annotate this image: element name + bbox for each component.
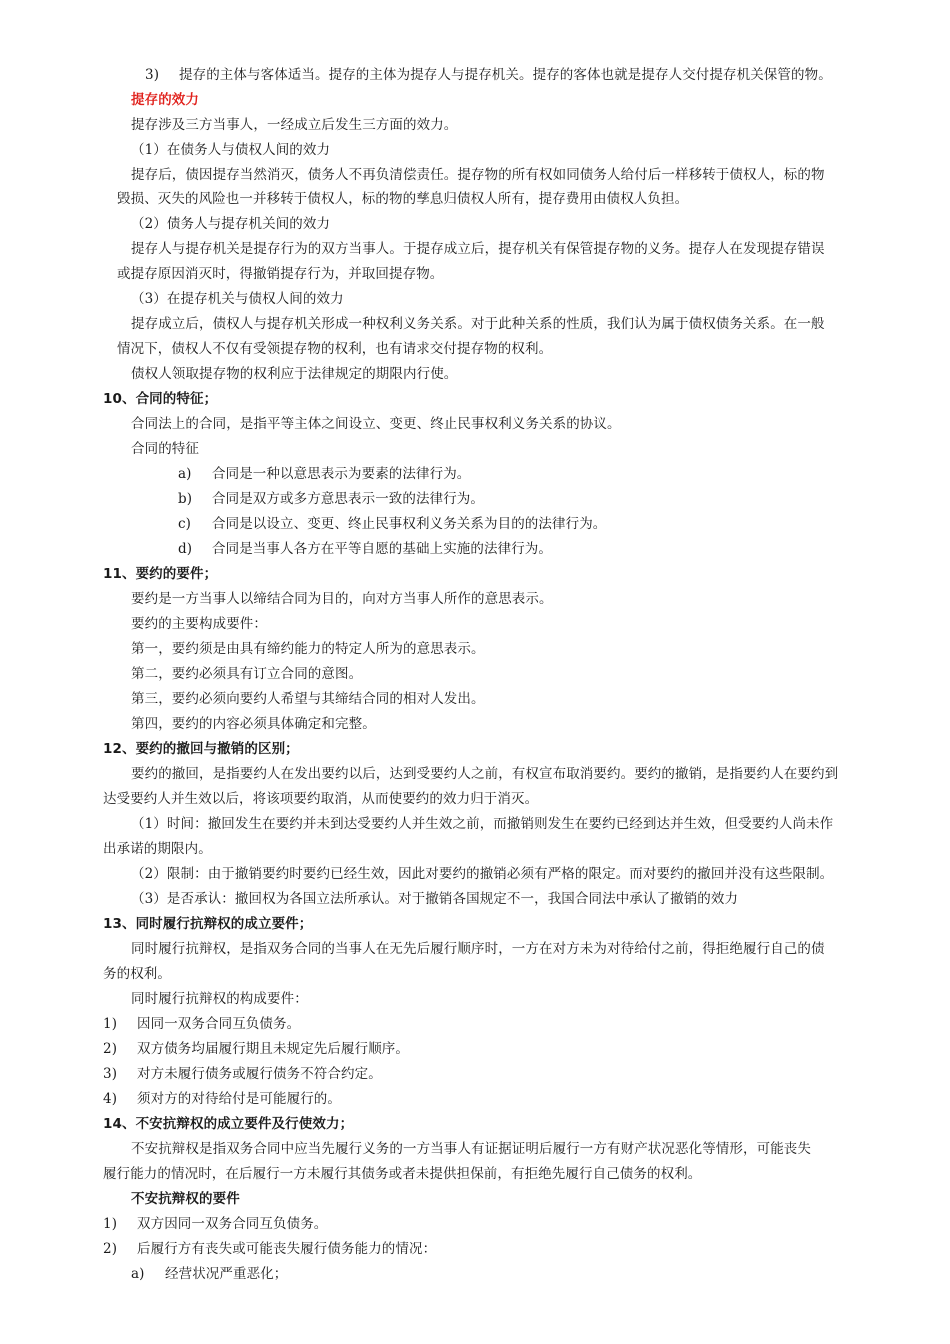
paragraph: 同时履行抗辩权的构成要件： [131,991,308,1007]
paragraph: 合同法上的合同，是指平等主体之间设立、变更、终止民事权利义务关系的协议。 [131,416,621,432]
list-marker: 3) [103,1066,118,1082]
section-heading: 10、合同的特征； [103,391,218,407]
paragraph: 提存后，债因提存当然消灭，债务人不再负清偿责任。提存物的所有权如同债务人给付后一样移转于债权人，标的物 [131,167,825,183]
list-item-text: 后履行方有丧失或可能丧失履行债务能力的情况： [137,1241,437,1257]
list-item [103,1240,436,1258]
paragraph: 毁损、灭失的风险也一并移转于债权人，标的物的孳息归债权人所有，提存费用由债权人负担。 [117,191,689,207]
list-item-text: 合同是一种以意思表示为要素的法律行为。 [212,466,471,482]
section-heading: 12、要约的撤回与撤销的区别； [103,741,299,757]
list-item [178,490,484,508]
list-item [103,1015,300,1033]
list-item [178,540,552,558]
subheading: （2）债务人与提存机关间的效力 [131,216,331,232]
list-item [103,1215,327,1233]
list-item-text: 因同一双务合同互负债务。 [137,1016,301,1032]
paragraph: 提存成立后，债权人与提存机关形成一种权利义务关系。对于此种关系的性质，我们认为属于债权债务关系。在一般 [131,316,825,332]
list-marker: 3) [145,67,160,83]
list-marker: 1) [103,1216,118,1232]
paragraph: 合同的特征 [131,441,199,457]
paragraph: 第三，要约必须向要约人希望与其缔结合同的相对人发出。 [131,691,485,707]
list-item [103,1090,341,1108]
paragraph: 第一，要约须是由具有缔约能力的特定人所为的意思表示。 [131,641,485,657]
paragraph: 要约的撤回，是指要约人在发出要约以后，达到受要约人之前，有权宣布取消要约。要约的撤销，是指要约人在要约到 [131,766,839,782]
paragraph: 不安抗辩权是指双务合同中应当先履行义务的一方当事人有证据证明后履行一方有财产状况恶化等情形，可能丧失 [131,1141,811,1157]
subheading: （3）在提存机关与债权人间的效力 [131,291,344,307]
paragraph: 提存涉及三方当事人，一经成立后发生三方面的效力。 [131,117,458,133]
list-item-text: 合同是当事人各方在平等自愿的基础上实施的法律行为。 [212,541,552,557]
paragraph: 债权人领取提存物的权利应于法律规定的期限内行使。 [131,366,458,382]
list-item [103,1040,409,1058]
list-item-text: 须对方的对待给付是可能履行的。 [137,1091,341,1107]
paragraph: 履行能力的情况时，在后履行一方未履行其债务或者未提供担保前，有拒绝先履行自己债务的权利。 [103,1166,702,1182]
list-item-text: 合同是以设立、变更、终止民事权利义务关系为目的的法律行为。 [212,516,607,532]
paragraph: 情况下，债权人不仅有受领提存物的权利，也有请求交付提存物的权利。 [117,341,553,357]
section-heading: 13、同时履行抗辩权的成立要件； [103,916,313,932]
paragraph: （1）时间：撤回发生在要约并未到达受要约人并生效之前，而撤销则发生在要约已经到达并生效，但受要约人尚未作 [131,816,834,832]
paragraph: 要约是一方当事人以缔结合同为目的，向对方当事人所作的意思表示。 [131,591,553,607]
list-item [178,465,470,483]
list-item [131,1265,287,1283]
paragraph: （2）限制：由于撤销要约时要约已经生效，因此对要约的撤销必须有严格的限定。而对要约的撤回并没有这些限制。 [131,866,834,882]
paragraph: （3）是否承认：撤回权为各国立法所承认。对于撤销各国规定不一，我国合同法中承认了撤销的效力 [131,891,739,907]
list-marker: 2) [103,1241,118,1257]
list-item-text: 经营状况严重恶化； [165,1266,288,1282]
section-heading: 14、不安抗辩权的成立要件及行使效力； [103,1116,354,1132]
list-marker: b) [178,491,193,507]
paragraph: 达受要约人并生效以后，将该项要约取消，从而使要约的效力归于消灭。 [103,791,539,807]
list-item-text: 合同是双方或多方意思表示一致的法律行为。 [212,491,484,507]
list-marker: c) [178,516,192,532]
list-marker: 1) [103,1016,118,1032]
list-item-text: 双方债务均届履行期且未规定先后履行顺序。 [137,1041,409,1057]
list-marker: a) [178,466,192,482]
paragraph: 提存人与提存机关是提存行为的双方当事人。于提存成立后，提存机关有保管提存物的义务。提存人在发现提存错误 [131,241,825,257]
paragraph: 要约的主要构成要件： [131,616,267,632]
list-item-text: 双方因同一双务合同互负债务。 [137,1216,328,1232]
list-item-text: 对方未履行债务或履行债务不符合约定。 [137,1066,382,1082]
list-item [103,1065,382,1083]
paragraph: 同时履行抗辩权，是指双务合同的当事人在无先后履行顺序时，一方在对方未为对待给付之前，得拒绝履行自己的债 [131,941,825,957]
paragraph: 第二，要约必须具有订立合同的意图。 [131,666,363,682]
subheading: （1）在债务人与债权人间的效力 [131,142,331,158]
section-heading: 11、要约的要件； [103,566,218,582]
paragraph: 出承诺的期限内。 [103,841,212,857]
list-marker: 4) [103,1091,118,1107]
list-item [145,66,832,84]
list-item [178,515,606,533]
list-marker: d) [178,541,193,557]
paragraph: 务的权利。 [103,966,171,982]
section-heading: 提存的效力 [131,92,199,108]
list-item-text: 提存的主体与客体适当。提存的主体为提存人与提存机关。提存的客体也就是提存人交付提存机关保管的物。 [179,67,832,83]
subheading: 不安抗辩权的要件 [131,1191,240,1207]
paragraph: 第四，要约的内容必须具体确定和完整。 [131,716,376,732]
list-marker: a) [131,1266,145,1282]
paragraph: 或提存原因消灭时，得撤销提存行为，并取回提存物。 [117,266,444,282]
list-marker: 2) [103,1041,118,1057]
